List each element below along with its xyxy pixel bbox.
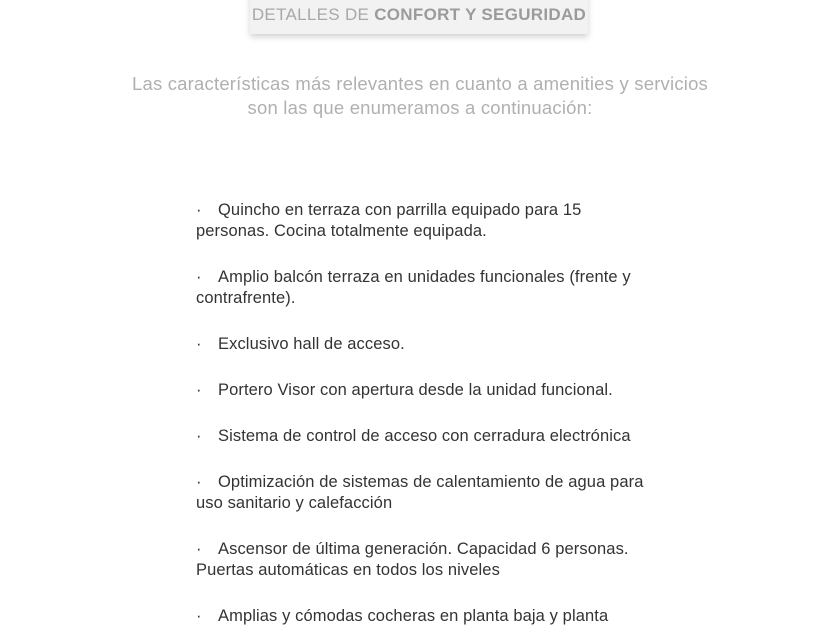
feature-text: Portero Visor con apertura desde la unidad funcional. [218,381,613,399]
feature-list [196,200,656,630]
bullet-icon: · [196,201,202,219]
feature-item [196,472,656,514]
bullet-icon: · [196,427,202,445]
section-title-bold: CONFORT Y SEGURIDAD [374,5,587,24]
feature-text: Optimización de sistemas de calentamiento de agua para uso sanitario y calefacción [196,473,644,512]
feature-text: Ascensor de última generación. Capacidad 6 personas. Puertas automáticas en todos los niveles [196,540,629,579]
bullet-icon: · [196,335,202,353]
feature-item [196,267,656,309]
feature-text: Exclusivo hall de acceso. [218,335,405,353]
feature-item [196,606,656,627]
feature-text: Amplio balcón terraza en unidades funcionales (frente y contrafrente). [196,268,631,307]
feature-text: Sistema de control de acceso con cerradura electrónica [218,427,631,445]
bullet-icon: · [196,473,202,491]
feature-item [196,200,656,242]
section-title-tab [250,0,588,34]
feature-item [196,334,656,355]
intro-text: Las características más relevantes en cuanto a amenities y servicios son las que enumeramos a continuación: [131,73,709,118]
feature-text: Amplias y cómodas cocheras en planta baja y planta [218,607,609,625]
bullet-icon: · [196,268,202,286]
bullet-icon: · [196,540,202,558]
feature-item [196,380,656,401]
bullet-icon: · [196,607,202,625]
section-title-light: DETALLES DE [251,5,370,24]
feature-item [196,539,656,581]
feature-item [196,426,656,447]
bullet-icon: · [196,381,202,399]
feature-text: Quincho en terraza con parrilla equipado para 15 personas. Cocina totalmente equipada. [196,201,582,240]
